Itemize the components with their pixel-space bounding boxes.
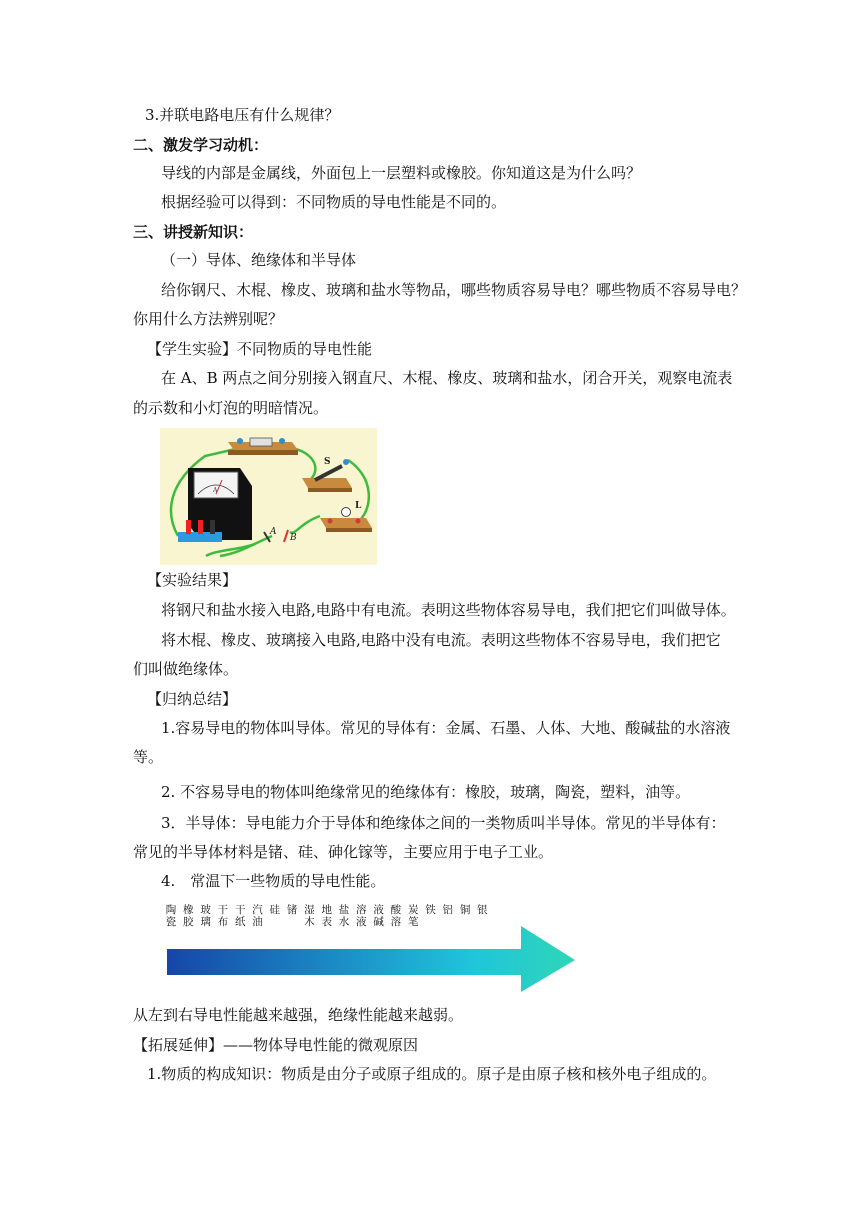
meter-label: A <box>213 487 218 494</box>
material-label: 锗 <box>286 904 298 916</box>
subheading: （一）导体、绝缘体和半导体 <box>161 251 357 269</box>
paragraph: 根据经验可以得到：不同物质的导电性能是不同的。 <box>161 193 507 211</box>
material-label: 酸 溶 <box>390 904 402 928</box>
point-b-label: B <box>290 533 297 543</box>
paragraph: 常见的半导体材料是锗、硅、砷化镓等，主要应用于电子工业。 <box>133 843 554 861</box>
material-label: 盐 水 <box>338 904 350 928</box>
paragraph: 1.容易导电的物体叫导体。常见的导体有：金属、石墨、人体、大地、酸碱盐的水溶液 <box>161 719 731 737</box>
paragraph: 3．半导体：导电能力介于导体和绝缘体之间的一类物质叫半导体。常见的半导体有： <box>161 814 726 832</box>
material-label: 铁 <box>425 904 436 916</box>
paragraph: 从左到右导电性能越来越强，绝缘性能越来越弱。 <box>133 1006 464 1024</box>
scale-arrow <box>165 924 577 994</box>
material-label: 陶 瓷 <box>165 904 177 928</box>
material-label: 橡 胶 <box>183 904 194 928</box>
switch-label: S <box>324 457 331 467</box>
paragraph: 在 A、B 两点之间分别接入钢直尺、木棍、橡皮、玻璃和盐水，闭合开关，观察电流表 <box>161 369 733 387</box>
text-line: 3.并联电路电压有什么规律？ <box>145 106 340 124</box>
paragraph: 将木棍、橡皮、玻璃接入电路,电路中没有电流。表明这些物体不容易导电，我们把它 <box>161 631 721 649</box>
material-label: 干 布 <box>217 904 229 928</box>
paragraph: 将钢尺和盐水接入电路,电路中有电流。表明这些物体容易导电，我们把它们叫做导体。 <box>161 601 736 619</box>
material-label: 炭 笔 <box>407 904 419 928</box>
conductivity-scale <box>165 904 577 994</box>
paragraph: 你用什么方法辨别呢？ <box>133 310 284 328</box>
material-label: 玻 璃 <box>200 904 211 928</box>
paragraph: 给你钢尺、木棍、橡皮、玻璃和盐水等物品，哪些物质容易导电？哪些物质不容易导电？ <box>161 281 747 299</box>
material-label: 汽 油 <box>252 904 263 928</box>
paragraph: 们叫做绝缘体。 <box>133 660 239 678</box>
paragraph: 导线的内部是金属线，外面包上一层塑料或橡胶。你知道这是为什么吗？ <box>161 164 642 182</box>
experiment-heading: 【学生实验】不同物质的导电性能 <box>147 340 373 358</box>
circuit-figure <box>160 428 377 565</box>
paragraph: 等。 <box>133 748 164 766</box>
material-label: 硅 <box>269 904 281 916</box>
material-label: 干 纸 <box>234 904 246 928</box>
section-heading: 二、激发学习动机： <box>133 136 269 154</box>
extension-heading: 【拓展延伸】——物体导电性能的微观原因 <box>133 1036 419 1054</box>
paragraph: 2. 不容易导电的物体叫绝缘常见的绝缘体有：橡胶，玻璃，陶瓷，塑料，油等。 <box>161 783 691 801</box>
lamp-label: L <box>355 501 362 511</box>
point-a-label: A <box>270 527 277 537</box>
paragraph: 的示数和小灯泡的明暗情况。 <box>133 399 329 417</box>
paragraph: 1.物质的构成知识：物质是由分子或原子组成的。原子是由原子核和核外电子组成的。 <box>147 1065 717 1083</box>
section-heading: 三、讲授新知识： <box>133 223 254 241</box>
material-label: 铜 <box>459 904 471 916</box>
material-label: 液 碱 <box>373 904 384 928</box>
result-heading: 【实验结果】 <box>147 571 238 589</box>
paragraph: 4. 常温下一些物质的导电性能。 <box>161 872 386 890</box>
summary-heading: 【归纳总结】 <box>147 690 238 708</box>
material-label: 铝 <box>442 904 454 916</box>
material-label: 湿 木 <box>304 904 315 928</box>
material-label: 溶 液 <box>356 904 367 928</box>
material-label: 地 表 <box>321 904 332 928</box>
material-label: 银 <box>477 904 488 916</box>
